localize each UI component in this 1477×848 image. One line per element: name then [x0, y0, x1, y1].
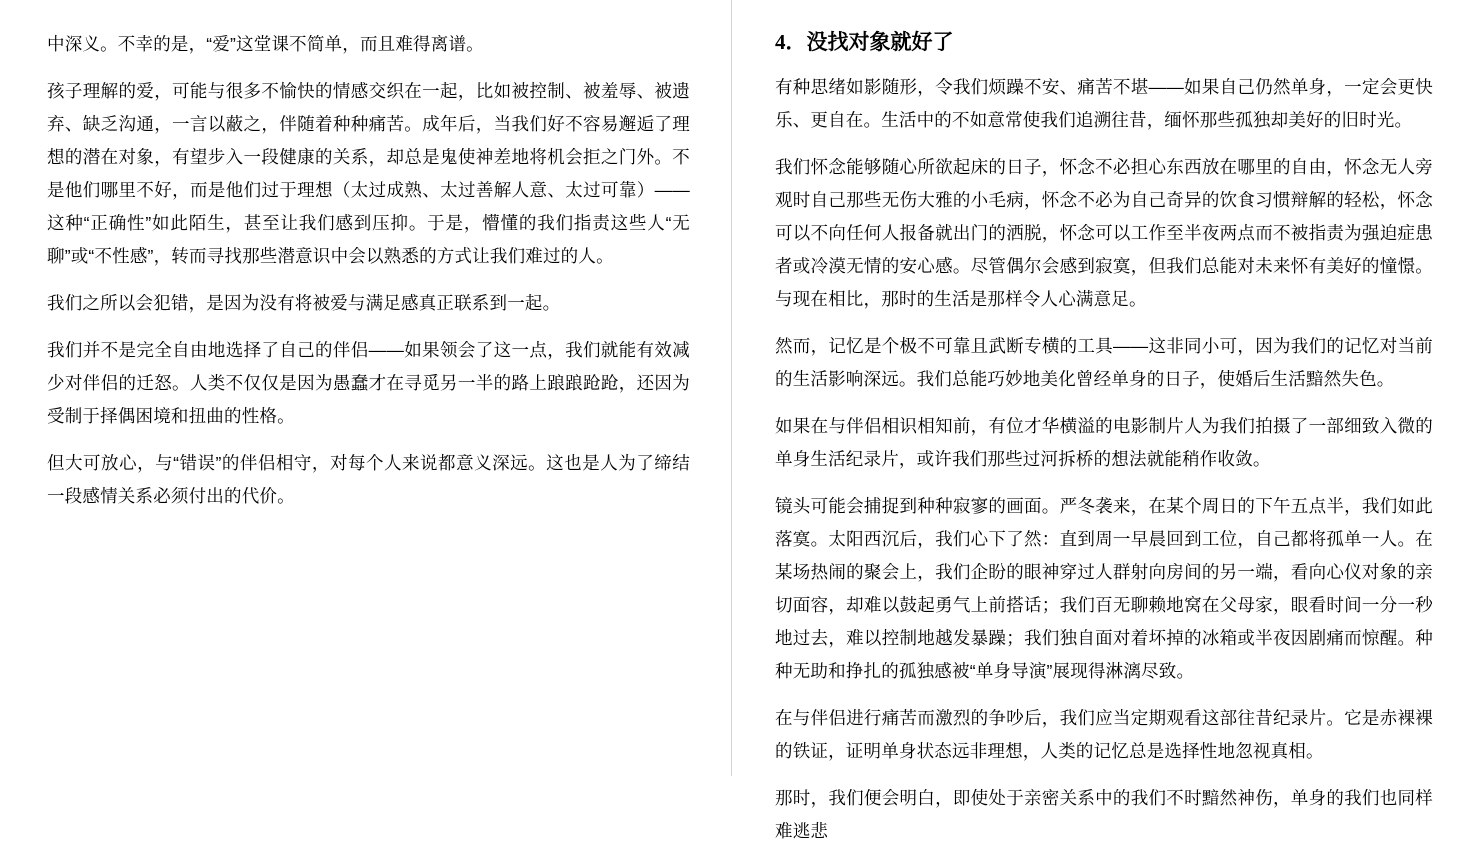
- paragraph: 有种思绪如影随形，令我们烦躁不安、痛苦不堪——如果自己仍然单身，一定会更快乐、更自在。生活中的不如意常使我们追溯往昔，缅怀那些孤独却美好的旧时光。: [775, 77, 1433, 130]
- paragraph: 我们之所以会犯错，是因为没有将被爱与满足感真正联系到一起。: [47, 293, 561, 313]
- paragraph: 那时，我们便会明白，即使处于亲密关系中的我们不时黯然神伤，单身的我们也同样难逃悲: [775, 788, 1433, 841]
- paragraph: 镜头可能会捕捉到种种寂寥的画面。严冬袭来，在某个周日的下午五点半，我们如此落寞。太阳西沉后，我们心下了然：直到周一早晨回到工位，自己都将孤单一人。在某场热闹的聚会上，我们企盼的眼神穿过人群射向房间的另一端，看向心仪对象的亲切面容，却难以鼓起勇气上前搭话；我们百无聊赖地窝在父母家，眼看时间一分一秒地过去，难以控制地越发暴躁；我们独自面对着坏掉的冰箱或半夜因剧痛而惊醒。种种无助和挣扎的孤独感被“单身导演”展现得淋漓尽致。: [775, 496, 1433, 681]
- paragraph: 我们并不是完全自由地选择了自己的伴侣——如果领会了这一点，我们就能有效减少对伴侣的迁怒。人类不仅仅是因为愚蠢才在寻觅另一半的路上踉踉跄跄，还因为受制于择偶困境和扭曲的性格。: [47, 340, 690, 426]
- paragraph: 然而，记忆是个极不可靠且武断专横的工具——这非同小可，因为我们的记忆对当前的生活影响深远。我们总能巧妙地美化曾经单身的日子，使婚后生活黯然失色。: [775, 336, 1433, 389]
- chapter-heading: 4．没找对象就好了: [775, 30, 954, 54]
- paragraph: 我们怀念能够随心所欲起床的日子，怀念不必担心东西放在哪里的自由，怀念无人旁观时自己那些无伤大雅的小毛病，怀念不必为自己奇异的饮食习惯辩解的轻松，怀念可以不向任何人报备就出门的洒脱，怀念可以工作至半夜两点而不被指责为强迫症患者或冷漠无情的安心感。尽管偶尔会感到寂寞，但我们总能对未来怀有美好的憧憬。与现在相比，那时的生活是那样令人心满意足。: [775, 157, 1433, 309]
- paragraph: 孩子理解的爱，可能与很多不愉快的情感交织在一起，比如被控制、被羞辱、被遗弃、缺乏沟通，一言以蔽之，伴随着种种痛苦。成年后，当我们好不容易邂逅了理想的潜在对象，有望步入一段健康的关系，却总是鬼使神差地将机会拒之门外。不是他们哪里不好，而是他们过于理想（太过成熟、太过善解人意、太过可靠）——这种“正确性”如此陌生，甚至让我们感到压抑。于是，懵懂的我们指责这些人“无聊”或“不性感”，转而寻找那些潜意识中会以熟悉的方式让我们难过的人。: [47, 81, 690, 266]
- paragraph: 中深义。不幸的是，“爱”这堂课不简单，而且难得离谱。: [47, 34, 484, 54]
- right-page: [732, 0, 1477, 841]
- paragraph: 但大可放心，与“错误”的伴侣相守，对每个人来说都意义深远。这也是人为了缔结一段感情关系必须付出的代价。: [47, 453, 690, 506]
- paragraph: 在与伴侣进行痛苦而激烈的争吵后，我们应当定期观看这部往昔纪录片。它是赤裸裸的铁证，证明单身状态远非理想，人类的记忆总是选择性地忽视真相。: [775, 708, 1433, 761]
- paragraph: 如果在与伴侣相识相知前，有位才华横溢的电影制片人为我们拍摄了一部细致入微的单身生活纪录片，或许我们那些过河拆桥的想法就能稍作收敛。: [775, 416, 1433, 469]
- left-page: [0, 0, 731, 776]
